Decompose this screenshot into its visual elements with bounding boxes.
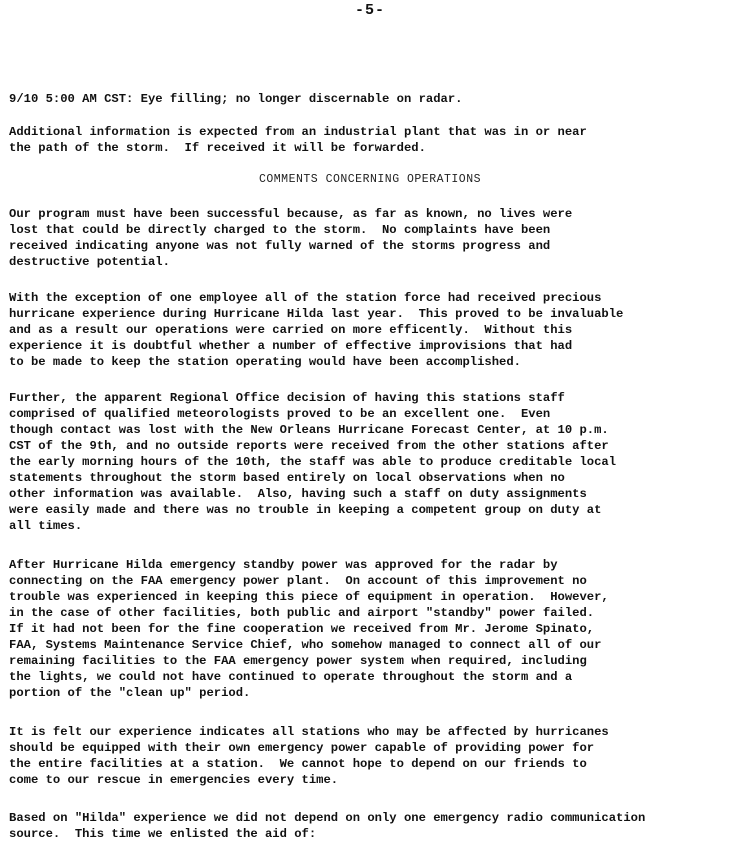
text-line: remaining facilities to the FAA emergency power system when required, including	[9, 654, 587, 668]
text-line: the lights, we could not have continued to operate throughout the storm and a	[9, 670, 573, 684]
page-number: -5-	[354, 2, 385, 19]
text-line: portion of the "clean up" period.	[9, 686, 251, 700]
text-line: to be made to keep the station operating would have been accomplished.	[9, 355, 521, 369]
text-line: the path of the storm. If received it will be forwarded.	[9, 141, 426, 155]
text-line: though contact was lost with the New Orleans Hurricane Forecast Center, at 10 p.m.	[9, 423, 609, 437]
text-line: destructive potential.	[9, 255, 170, 269]
text-line: experience it is doubtful whether a number of effective improvisions that had	[9, 339, 573, 353]
text-line: in the case of other facilities, both public and airport "standby" power failed.	[9, 606, 595, 620]
text-line: Based on "Hilda" experience we did not depend on only one emergency radio communication	[9, 811, 646, 825]
text-line: trouble was experienced in keeping this piece of equipment in operation. However,	[9, 590, 609, 604]
text-line: CST of the 9th, and no outside reports were received from the other stations after	[9, 439, 609, 453]
text-line: statements throughout the storm based entirely on local observations when no	[9, 471, 565, 485]
text-line: received indicating anyone was not fully warned of the storms progress and	[9, 239, 551, 253]
text-line: With the exception of one employee all of the station force had received precious	[9, 291, 602, 305]
text-line: connecting on the FAA emergency power plant. On account of this improvement no	[9, 574, 587, 588]
text-line: the early morning hours of the 10th, the staff was able to produce creditable local	[9, 455, 617, 469]
text-line: should be equipped with their own emergency power capable of providing power for	[9, 741, 595, 755]
text-line: Additional information is expected from an industrial plant that was in or near	[9, 125, 587, 139]
text-line: After Hurricane Hilda emergency standby power was approved for the radar by	[9, 558, 558, 572]
text-line: It is felt our experience indicates all stations who may be affected by hurricanes	[9, 725, 609, 739]
text-line: source. This time we enlisted the aid of:	[9, 827, 317, 841]
text-line: Further, the apparent Regional Office decision of having this stations staff	[9, 391, 565, 405]
log-entry: 9/10 5:00 AM CST: Eye filling; no longer discernable on radar.	[9, 92, 463, 106]
section-heading: COMMENTS CONCERNING OPERATIONS	[258, 173, 482, 186]
text-line: were easily made and there was no trouble in keeping a competent group on duty at	[9, 503, 602, 517]
text-line: comprised of qualified meteorologists proved to be an excellent one. Even	[9, 407, 551, 421]
text-line: and as a result our operations were carried on more efficently. Without this	[9, 323, 573, 337]
text-line: other information was available. Also, having such a staff on duty assignments	[9, 487, 587, 501]
text-line: If it had not been for the fine cooperation we received from Mr. Jerome Spinato,	[9, 622, 595, 636]
text-line: all times.	[9, 519, 83, 533]
text-line: Our program must have been successful because, as far as known, no lives were	[9, 207, 573, 221]
text-line: come to our rescue in emergencies every time.	[9, 773, 339, 787]
text-line: FAA, Systems Maintenance Service Chief, who somehow managed to connect all of our	[9, 638, 602, 652]
text-line: the entire facilities at a station. We cannot hope to depend on our friends to	[9, 757, 587, 771]
text-line: lost that could be directly charged to the storm. No complaints have been	[9, 223, 551, 237]
text-line: hurricane experience during Hurricane Hilda last year. This proved to be invaluable	[9, 307, 624, 321]
